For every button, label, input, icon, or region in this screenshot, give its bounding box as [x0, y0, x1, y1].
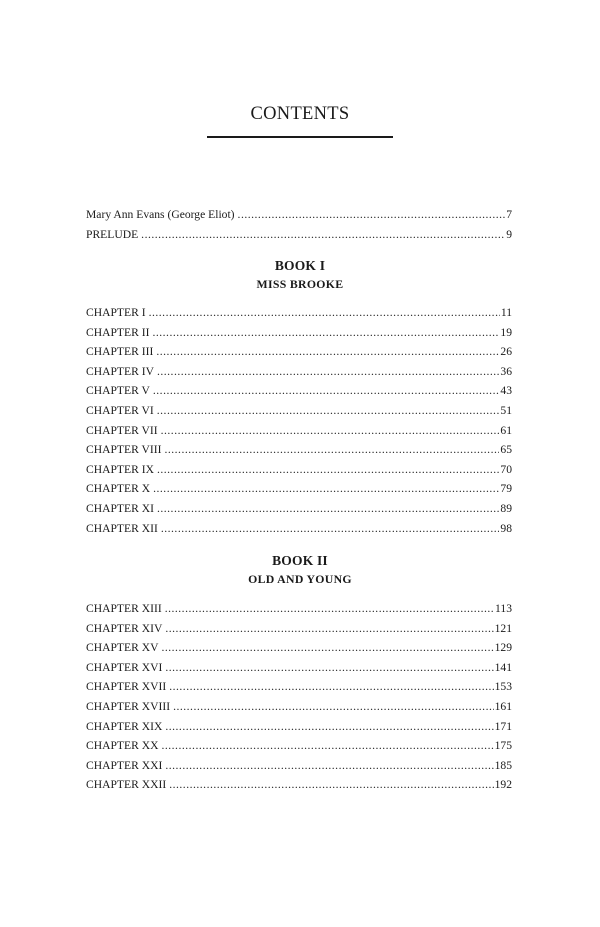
dot-leader: [165, 717, 493, 737]
toc-entry-chapter[interactable]: [86, 303, 512, 323]
toc-entry-page-number: 141: [494, 660, 512, 674]
toc-entry-chapter[interactable]: [86, 619, 512, 639]
toc-entry-label: CHAPTER XVIII: [86, 699, 171, 713]
toc-entry-chapter[interactable]: [86, 756, 512, 776]
toc-entry-label: CHAPTER VII: [86, 423, 158, 437]
dot-leader: [157, 362, 499, 382]
dot-leader: [169, 677, 493, 697]
toc-entry-label: CHAPTER VI: [86, 403, 154, 417]
dot-leader: [161, 421, 500, 441]
book-2-chapter-list: [86, 599, 512, 795]
dot-leader: [153, 381, 500, 401]
toc-entry-label: CHAPTER XII: [86, 521, 158, 535]
dot-leader: [169, 775, 493, 795]
toc-entry-page-number: 121: [494, 621, 512, 635]
toc-entry-page-number: 89: [500, 501, 512, 515]
toc-entry-chapter[interactable]: [86, 697, 512, 717]
dot-leader: [156, 342, 499, 362]
toc-entry-chapter[interactable]: [86, 479, 512, 499]
toc-entry-page-number: 98: [500, 521, 512, 535]
dot-leader: [165, 756, 493, 776]
dot-leader: [165, 619, 493, 639]
toc-entry-page-number: 65: [500, 443, 512, 457]
toc-entry-chapter[interactable]: [86, 362, 512, 382]
toc-entry-label: CHAPTER I: [86, 306, 146, 319]
toc-entry-chapter[interactable]: [86, 638, 512, 658]
dot-leader: [161, 519, 500, 539]
toc-entry-page-number: 19: [500, 325, 512, 339]
toc-entry-label: CHAPTER XX: [86, 739, 159, 753]
toc-entry-page-number: 185: [494, 758, 512, 772]
book-1-chapter-list: [86, 303, 512, 538]
dot-leader: [157, 401, 500, 421]
book-1-subtitle: MISS BROOKE: [256, 277, 344, 291]
toc-entry-page-number: 51: [500, 403, 512, 417]
toc-entry-page-number: 70: [500, 462, 512, 476]
book-1-heading: BOOK I: [274, 258, 326, 273]
toc-entry-label: CHAPTER III: [86, 345, 154, 359]
dot-leader: [165, 658, 493, 678]
toc-entry-page-number: 129: [494, 641, 512, 655]
toc-entry-chapter[interactable]: [86, 440, 512, 460]
toc-entry-label: CHAPTER XXII: [86, 778, 167, 792]
toc-entry-chapter[interactable]: [86, 499, 512, 519]
toc-entry-page-number: 113: [495, 602, 512, 615]
toc-entry-label: CHAPTER XI: [86, 501, 154, 515]
toc-entry-label: CHAPTER VIII: [86, 443, 162, 457]
toc-entry-chapter[interactable]: [86, 421, 512, 441]
toc-entry-page-number: 9: [506, 227, 512, 241]
toc-entry-page-number: 192: [494, 778, 512, 792]
toc-entry-page-number: 43: [500, 384, 512, 398]
toc-entry-label: CHAPTER XIV: [86, 621, 163, 635]
dot-leader: [173, 697, 494, 717]
toc-entry-label: CHAPTER XIII: [86, 602, 162, 615]
toc-entry-chapter[interactable]: [86, 736, 512, 756]
dot-leader: [157, 460, 499, 480]
toc-entry-label: CHAPTER XVI: [86, 660, 163, 674]
toc-entry-chapter[interactable]: [86, 717, 512, 737]
toc-entry-chapter[interactable]: [86, 342, 512, 362]
toc-entry-chapter[interactable]: [86, 381, 512, 401]
toc-entry-page-number: 36: [500, 364, 512, 378]
toc-entry-label: CHAPTER IV: [86, 364, 154, 378]
title-underline: [207, 136, 393, 138]
toc-entry-label: CHAPTER IX: [86, 462, 154, 476]
toc-entry-page-number: 79: [500, 482, 512, 496]
toc-entry-page-number: 175: [494, 739, 512, 753]
dot-leader: [161, 736, 493, 756]
toc-entry-label: CHAPTER XXI: [86, 758, 163, 772]
toc-entry-label: CHAPTER X: [86, 482, 151, 496]
toc-entry-label: PRELUDE: [86, 227, 139, 241]
toc-entry-label: CHAPTER XIX: [86, 719, 163, 733]
dot-leader: [141, 225, 505, 245]
toc-entry-chapter[interactable]: [86, 519, 512, 539]
toc-entry-chapter[interactable]: [86, 677, 512, 697]
toc-entry-page-number: 61: [500, 423, 512, 437]
page-title: CONTENTS: [250, 104, 350, 124]
front-matter-list: [86, 205, 512, 244]
toc-entry-chapter[interactable]: [86, 599, 512, 619]
toc-entry-chapter[interactable]: [86, 401, 512, 421]
toc-entry-page-number: 161: [494, 699, 512, 713]
toc-entry-page-number: 7: [506, 208, 512, 221]
toc-entry-page-number: 153: [494, 680, 512, 694]
toc-entry-prelude[interactable]: [86, 225, 512, 245]
dot-leader: [238, 205, 506, 225]
dot-leader: [161, 638, 493, 658]
toc-entry-chapter[interactable]: [86, 658, 512, 678]
toc-entry-chapter[interactable]: [86, 775, 512, 795]
toc-entry-label: CHAPTER V: [86, 384, 150, 398]
toc-entry-label: CHAPTER II: [86, 325, 150, 339]
dot-leader: [149, 303, 500, 323]
dot-leader: [157, 499, 499, 519]
toc-entry-page-number: 171: [494, 719, 512, 733]
dot-leader: [153, 479, 499, 499]
book-2-heading: BOOK II: [272, 553, 328, 568]
toc-entry-chapter[interactable]: [86, 460, 512, 480]
dot-leader: [165, 599, 494, 619]
toc-entry-page-number: 11: [500, 306, 512, 319]
book-2-subtitle: OLD AND YOUNG: [248, 572, 352, 586]
toc-entry-label: CHAPTER XV: [86, 641, 159, 655]
toc-entry-chapter[interactable]: [86, 323, 512, 343]
toc-entry-author-bio[interactable]: [86, 205, 512, 225]
toc-entry-page-number: 26: [500, 345, 512, 359]
toc-entry-label: CHAPTER XVII: [86, 680, 167, 694]
dot-leader: [152, 323, 499, 343]
toc-entry-label: Mary Ann Evans (George Eliot): [86, 208, 235, 221]
dot-leader: [164, 440, 499, 460]
